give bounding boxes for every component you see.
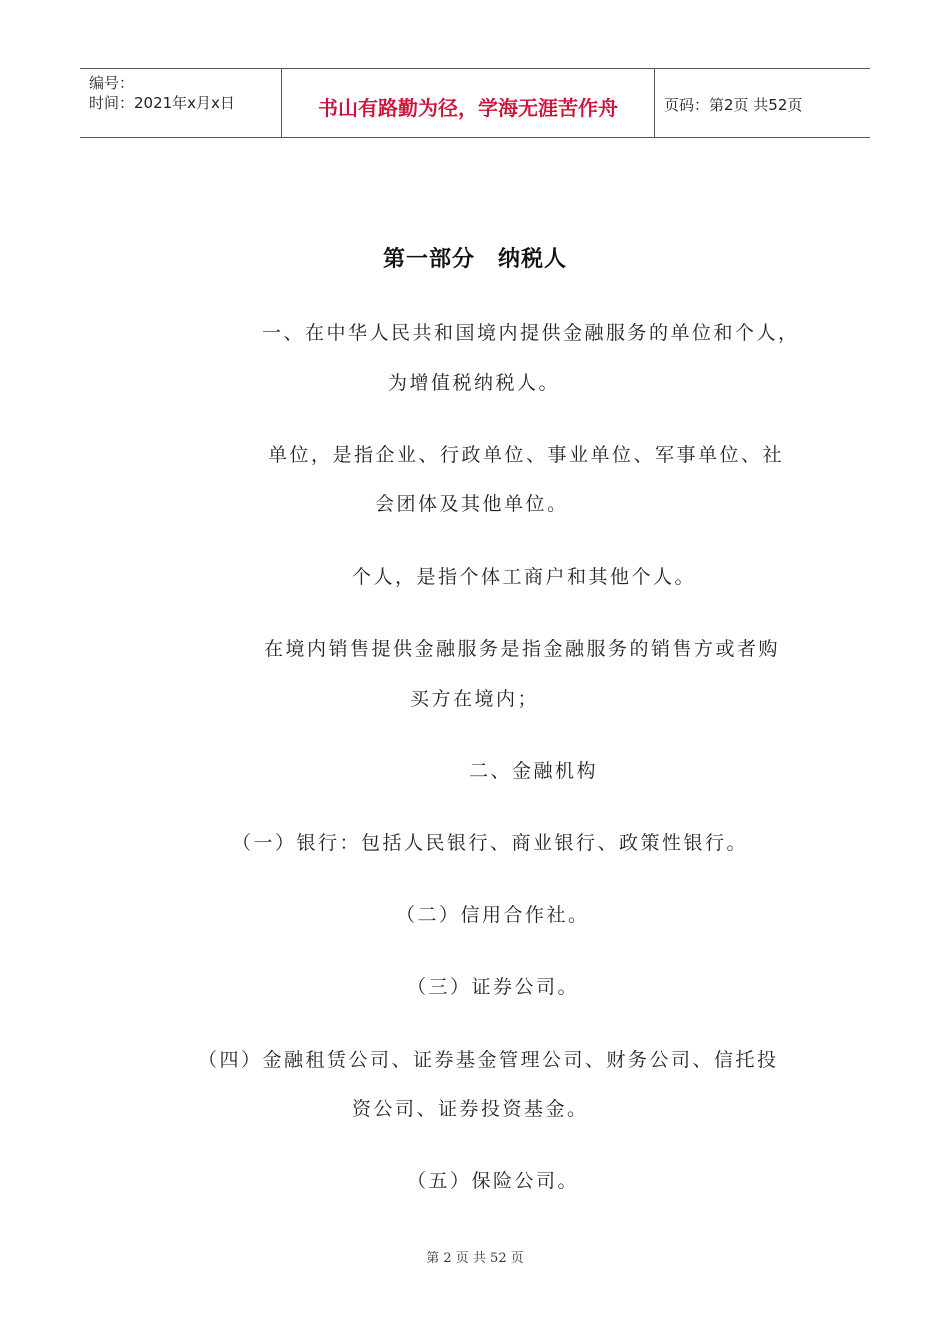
list-item: （三）证券公司。 bbox=[407, 976, 580, 998]
paragraph-line: 会团体及其他单位。 bbox=[375, 493, 569, 515]
paragraph-line: 买方在境内； bbox=[410, 688, 540, 710]
list-item: （五）保险公司。 bbox=[407, 1170, 580, 1192]
header-page-cell bbox=[655, 69, 870, 137]
header-page-info: 页码：第2页 共52页 bbox=[664, 96, 803, 114]
header-motto-cell bbox=[282, 69, 655, 137]
time-label: 时间：2021年x月x日 bbox=[89, 94, 235, 112]
header-info-cell bbox=[80, 69, 282, 137]
paragraph-line: 单位，是指企业、行政单位、事业单位、军事单位、社 bbox=[268, 444, 785, 466]
motto-text: 书山有路勤为径，学海无涯苦作舟 bbox=[318, 96, 618, 120]
list-item: 资公司、证券投资基金。 bbox=[352, 1098, 589, 1120]
page-header bbox=[80, 68, 870, 138]
section-title: 第一部分 纳税人 bbox=[382, 247, 567, 272]
paragraph-line: 个人，是指个体工商户和其他个人。 bbox=[352, 566, 697, 588]
number-label: 编号： bbox=[89, 74, 135, 92]
paragraph-line: 在境内销售提供金融服务是指金融服务的销售方或者购 bbox=[264, 638, 781, 660]
list-item: （四）金融租赁公司、证券基金管理公司、财务公司、信托投 bbox=[198, 1049, 779, 1071]
list-item: （一）银行：包括人民银行、商业银行、政策性银行。 bbox=[232, 832, 749, 854]
subsection-heading: 二、金融机构 bbox=[469, 760, 599, 782]
page-footer: 第 2 页 共 52 页 bbox=[426, 1251, 524, 1266]
list-item: （二）信用合作社。 bbox=[396, 904, 590, 926]
paragraph-line: 为增值税纳税人。 bbox=[388, 372, 561, 394]
paragraph-line: 一、在中华人民共和国境内提供金融服务的单位和个人， bbox=[262, 322, 800, 344]
